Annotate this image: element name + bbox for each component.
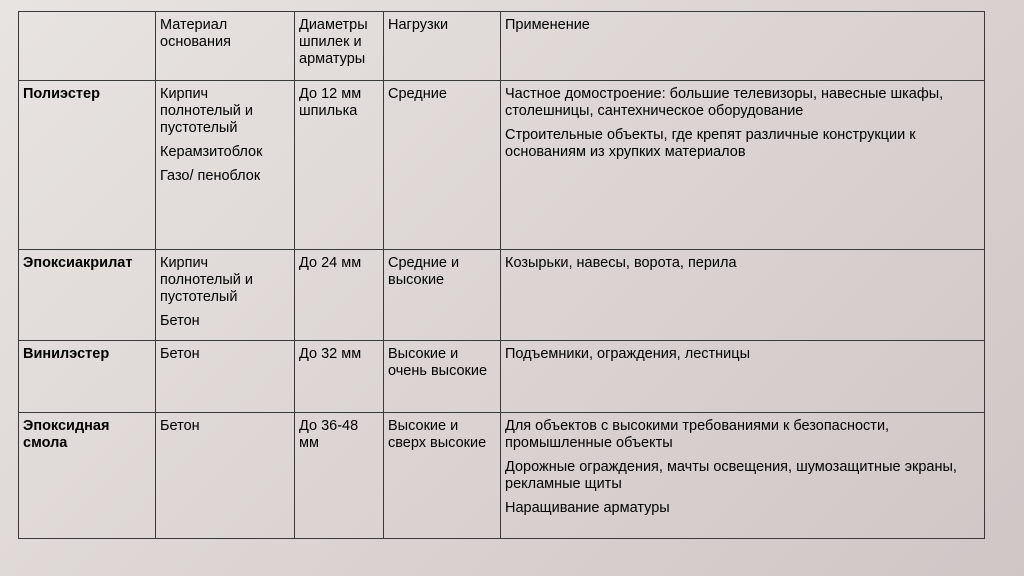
header-cell-base-material: Материал основания [156,12,295,81]
application-item: Дорожные ограждения, мачты освещения, шумозащитные экраны, рекламные щиты [505,459,957,492]
base-material-item: Керамзитоблок [160,144,263,160]
application-item: Строительные объекты, где крепят различные конструкции к основаниям из хрупких материалов [505,127,916,160]
base-material-cell [156,341,295,413]
diameter-cell: До 32 мм [295,341,384,413]
table-row [19,81,985,250]
row-name-epoxyacrylate: Эпоксиакрилат [19,250,156,341]
load-cell: Высокие и очень высокие [384,341,501,413]
table-header-row [19,12,985,81]
base-material-item: Бетон [160,346,200,362]
diameter-cell: До 36-48 мм [295,413,384,539]
application-cell [501,81,985,250]
diameter-cell: До 12 мм шпилька [295,81,384,250]
base-material-cell [156,413,295,539]
base-material-cell [156,250,295,341]
base-material-cell [156,81,295,250]
header-cell-loads: Нагрузки [384,12,501,81]
diameter-cell: До 24 мм [295,250,384,341]
base-material-item: Бетон [160,418,200,434]
application-cell [501,250,985,341]
table-row [19,250,985,341]
load-cell: Средние [384,81,501,250]
load-cell: Средние и высокие [384,250,501,341]
base-material-item: Кирпич полнотелый и пустотелый [160,86,253,136]
base-material-item: Кирпич полнотелый и пустотелый [160,255,253,305]
row-name-epoxy-resin: Эпоксидная смола [19,413,156,539]
comparison-table [18,11,985,539]
load-cell: Высокие и сверх высокие [384,413,501,539]
header-cell-diameters: Диаметры шпилек и арматуры [295,12,384,81]
header-cell-application: Применение [501,12,985,81]
application-item: Частное домостроение: большие телевизоры, навесные шкафы, столешницы, сантехническое оборудование [505,86,944,119]
table-row [19,341,985,413]
application-item: Для объектов с высокими требованиями к безопасности, промышленные объекты [505,418,890,451]
application-item: Наращивание арматуры [505,500,670,516]
row-name-vinylester: Винилэстер [19,341,156,413]
header-cell-empty [19,12,156,81]
application-cell [501,341,985,413]
base-material-item: Бетон [160,313,200,329]
table-row [19,413,985,539]
application-item: Подъемники, ограждения, лестницы [505,346,750,362]
base-material-item: Газо/ пеноблок [160,168,261,184]
application-cell [501,413,985,539]
row-name-polyester: Полиэстер [19,81,156,250]
application-item: Козырьки, навесы, ворота, перила [505,255,737,271]
